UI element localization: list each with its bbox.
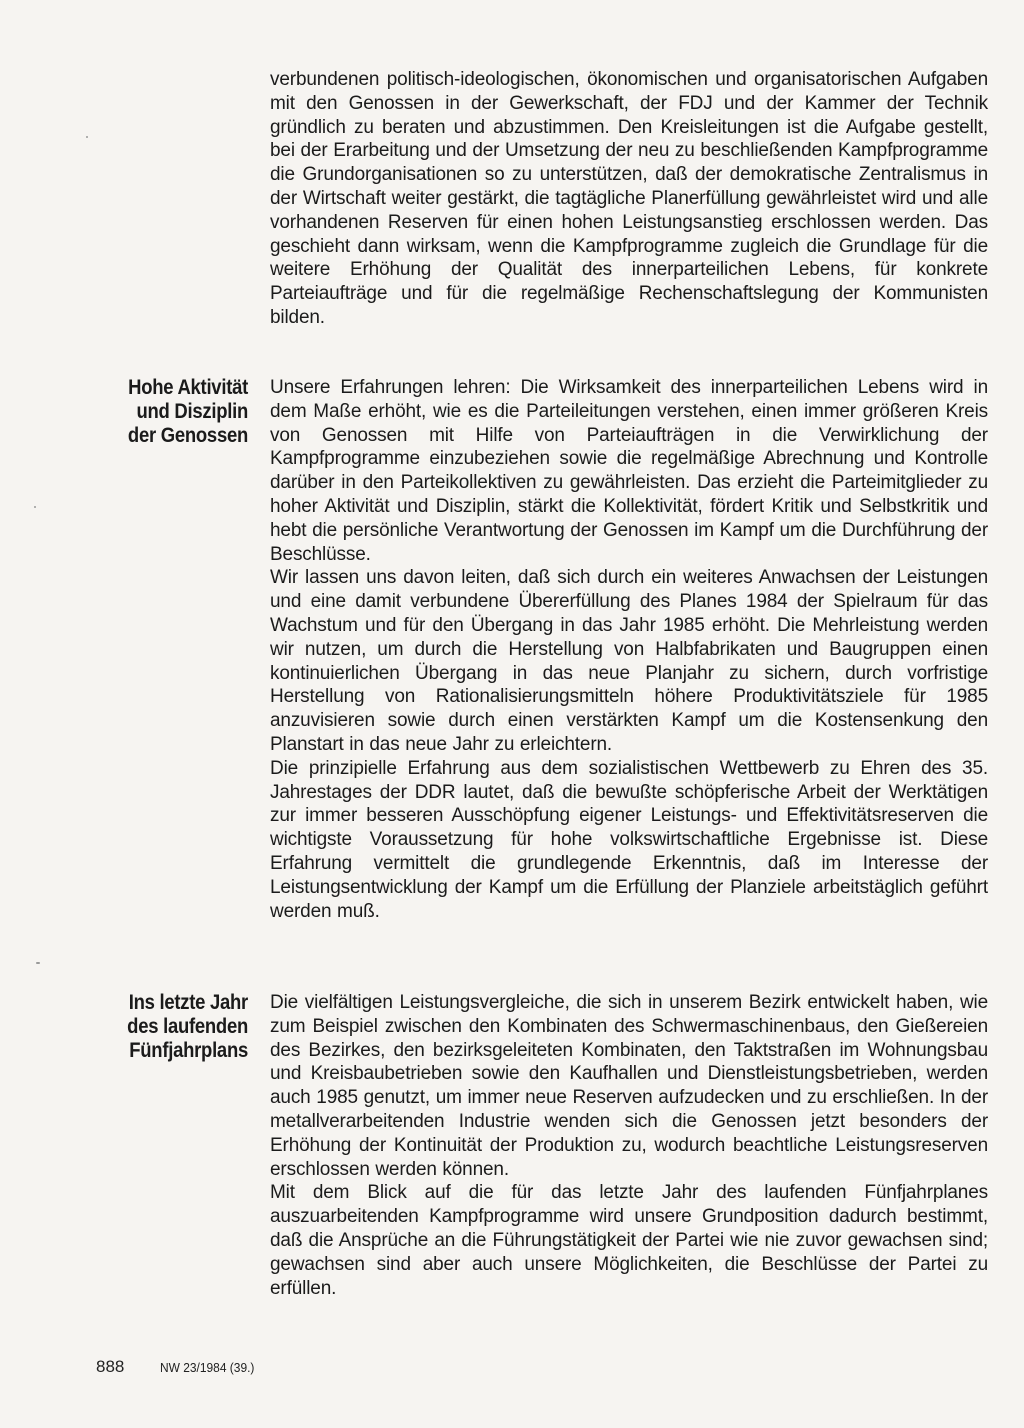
section2-paragraph: Die vielfältigen Leistungsvergleiche, die sich in unserem Bezirk entwickelt haben, wie zum Beispiel zwischen den Kombinaten des Schwermaschinenbaus, den Gießereien des Bezirkes, den bezirksgeleiteten Kombinaten, den Taktstraßen im Wohnungsbau und Kreisbaubetrieben sowie den Kaufhallen und Dienstleistungsbetrieben, werden auch 1985 genutzt, um immer neue Reserven aufzudecken und zu erschließen. In der metallverarbeitenden Industrie wenden sich die Genossen jetzt besonders der Erhöhung der Kontinuität der Produktion zu, wodurch beachtliche Leistungsreserven erschlossen werden können. <box>270 992 988 1180</box>
section2-body <box>270 991 988 1300</box>
issue-reference: NW 23/1984 (39.) <box>160 1360 255 1375</box>
page-footer <box>96 1358 263 1377</box>
section2-heading <box>107 991 248 1063</box>
scan-speck <box>36 962 40 964</box>
section1-paragraph: Unsere Erfahrungen lehren: Die Wirksamkeit des innerparteilichen Lebens wird in dem Maße erhöht, wie es die Parteileitungen verstehen, einen immer größeren Kreis von Genossen mit Hilfe von Parteiaufträgen in die Verwirklichung der Kampfprogramme einzubeziehen sowie die regelmäßige Abrechnung und Kontrolle darüber in den Parteikollektiven zu gewährleisten. Das erzieht die Parteimitglieder zu hoher Aktivität und Disziplin, stärkt die Kollektivität, fördert Kritik und Selbstkritik und hebt die persönliche Verantwortung der Genossen im Kampf um die Durchführung der Beschlüsse. <box>270 377 988 565</box>
section1-paragraph: Die prinzipielle Erfahrung aus dem sozialistischen Wettbewerb zu Ehren des 35. Jahrestages der DDR lautet, daß die bewußte schöpferische Arbeit der Werktätigen zur immer besseren Ausschöpfung eigener Leistungs- und Effektivitätsreserven die wichtigste Voraussetzung für hohe volkswirtschaftliche Ergebnisse ist. Diese Erfahrung vermittelt die grundlegende Erkenntnis, daß im Interesse der Leistungsentwicklung der Kampf um die Erfüllung der Planziele arbeitstäglich geführt werden muß. <box>270 757 988 922</box>
scan-speck <box>34 506 36 508</box>
page-number: 888 <box>96 1357 125 1376</box>
scan-speck <box>86 136 88 138</box>
section2-heading-line: Ins letzte Jahr <box>128 991 248 1014</box>
section2-paragraph: Mit dem Blick auf die für das letzte Jahr des laufenden Fünfjahrplanes auszuarbeitenden Kampfprogramme wird unsere Grundposition dadurch bestimmt, daß die Ansprüche an die Führungstätigkeit der Partei wie nie zuvor gewachsen sind; gewachsen sind aber auch unsere Möglichkeiten, die Beschlüsse der Partei zu erfüllen. <box>270 1182 988 1299</box>
section1-heading-line: Hohe Aktivität <box>128 376 248 399</box>
section2-heading-line: Fünfjahrplans <box>129 1039 248 1062</box>
section1-heading <box>107 376 248 448</box>
section1-heading-line: und Disziplin <box>136 400 248 423</box>
section1-heading-line: der Genossen <box>127 424 248 447</box>
section1-body <box>270 376 988 923</box>
section2-heading-line: des laufenden <box>127 1015 248 1038</box>
intro-text: verbundenen politisch-ideologischen, ökonomischen und organisatorischen Aufgaben mit den Genossen in der Gewerkschaft, der FDJ und der Kammer der Technik gründlich zu beraten und abzustimmen. Den Kreisleitungen ist die Aufgabe gestellt, bei der Erarbeitung und der Umsetzung der neu zu beschließenden Kampfprogramme die Grundorganisationen so zu unterstützen, daß der demokratische Zentralismus in der Wirtschaft weiter gestärkt, die tagtägliche Planerfüllung gewährleistet wird und alle vorhandenen Reserven für einen hohen Leistungsanstieg erschlossen werden. Das geschieht dann wirksam, wenn die Kampfprogramme zugleich die Grundlage für die weitere Erhöhung der Qualität des innerparteilichen Lebens, für konkrete Parteiaufträge und für die regelmäßige Rechenschaftslegung der Kommunisten bilden. <box>270 69 988 328</box>
section1-paragraph: Wir lassen uns davon leiten, daß sich durch ein weiteres Anwachsen der Leistungen und eine damit verbundene Übererfüllung des Planes 1984 der Spielraum für das Wachstum und für den Übergang in das Jahr 1985 erhöht. Die Mehrleistung werden wir nutzen, um durch die Herstellung von Halbfabrikaten und Baugruppen einen kontinuierlichen Übergang in das neue Planjahr zu sichern, durch vorfristige Herstellung von Rationalisierungsmitteln höhere Produktivitätsziele für 1985 anzuvisieren sowie durch einen verstärkten Kampf um die Kostensenkung den Planstart in das neue Jahr zu erleichtern. <box>270 567 988 755</box>
intro-paragraph <box>270 68 988 330</box>
